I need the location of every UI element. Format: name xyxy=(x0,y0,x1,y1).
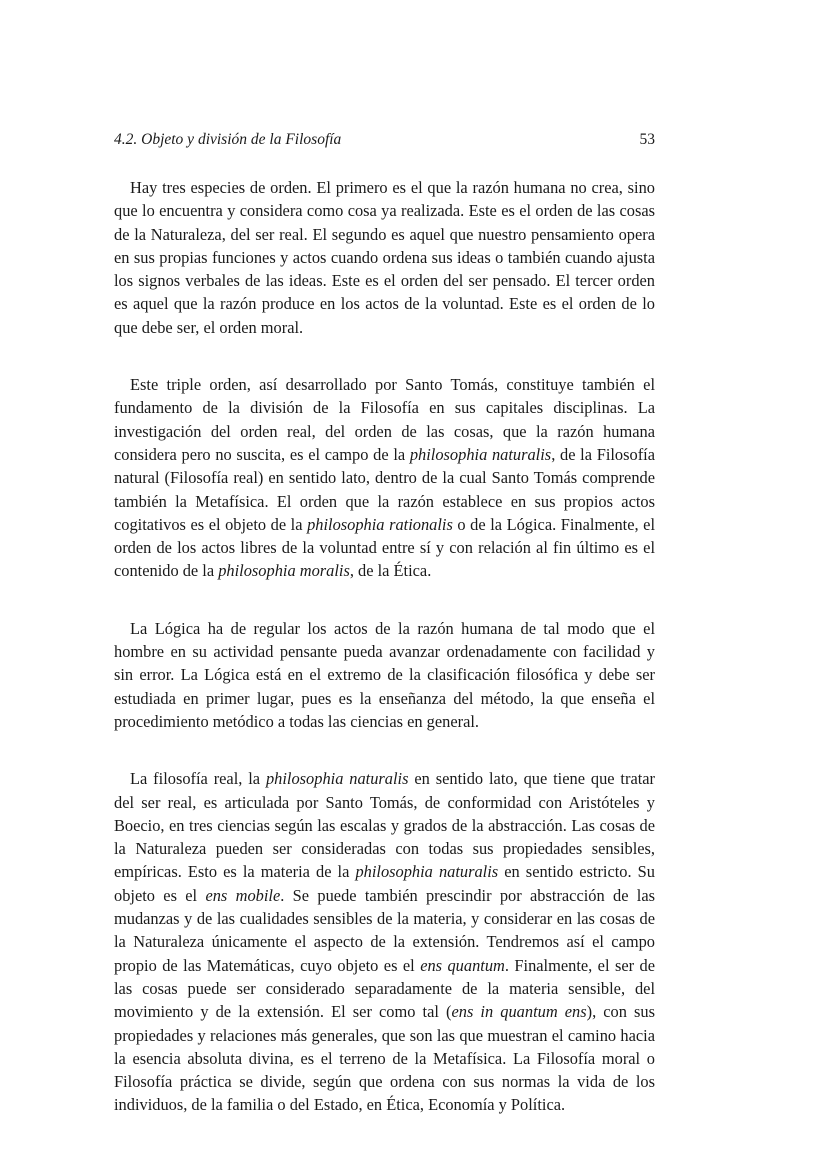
running-header xyxy=(114,130,655,150)
paragraph-text: en sentido lato, que tiene que tratar del ser real, es articulada por Santo Tomás, de conformidad con Aristóteles y Boecio, en tres ciencias según las escalas y grados de la abstracción. Las cosas de la Naturaleza pueden ser consideradas con todas sus propiedades sensibles, empíricas. Esto es la materia de la xyxy=(114,769,656,882)
paragraph-text: , de la Ética. xyxy=(349,561,432,581)
paragraph-text: en sentido estricto. Su objeto es el xyxy=(114,862,655,905)
paragraph-orders xyxy=(114,176,655,339)
latin-term: philosophia naturalis xyxy=(409,444,552,464)
paragraph-text: ), con sus propiedades y relaciones más generales, que son las que muestran el camino hacia la esencia absoluta divina, es el terreno de la Metafísica. La Filosofía moral o Filosofía práctica se divide, según que ordena con sus normas la vida de los individuos, de la familia o del Estado, en Ética, Economía y Política. xyxy=(114,1002,655,1115)
latin-term: philosophia moralis xyxy=(218,561,350,581)
paragraph-text: , de la Filosofía natural (Filosofía real) en sentido lato, dentro de la cual Santo Tomás comprende también la Metafísica. El orden que la razón establece en sus propios actos cogitativos es el objeto de la xyxy=(114,444,655,534)
paragraph-real-philosophy xyxy=(114,767,655,1116)
latin-term: ens quantum xyxy=(420,955,505,975)
paragraph-text: . Finalmente, el ser de las cosas puede ser considerado separadamente de la materia sensible, del movimiento y de la extensión. El ser como tal ( xyxy=(114,955,655,1022)
paragraph-text: Hay tres especies de orden. El primero es el que la razón humana no crea, sino que lo encuentra y considera como cosa ya realizada. Este es el orden de las cosas de la Naturaleza, del ser real. El segundo es aquel que nuestro pensamiento opera en sus propias funciones y actos cuando ordena sus ideas o también cuando ajusta los signos verbales de las ideas. Este es el orden del ser pensado. El tercer orden es aquel que la razón produce en los actos de la voluntad. Este es el orden de lo que debe ser, el orden moral. xyxy=(114,178,655,337)
paragraph-text: La filosofía real, la xyxy=(130,769,266,789)
page-number: 53 xyxy=(639,131,655,148)
book-page xyxy=(114,130,655,1151)
latin-term: ens mobile xyxy=(205,885,281,905)
latin-term: ens in quantum ens xyxy=(451,1002,587,1022)
paragraph-text: Este triple orden, así desarrollado por Santo Tomás, constituye también el fundamento de la división de la Filosofía en sus capitales disciplinas. La investigación del orden real, del orden de las cosas, que la razón humana considera pero no suscita, es el campo de la xyxy=(114,375,655,464)
paragraph-logic xyxy=(114,617,655,733)
paragraph-text: o de la Lógica. Finalmente, el orden de los actos libres de la voluntad entre sí y con relación al fin último es el contenido de la xyxy=(114,514,656,581)
latin-term: philosophia rationalis xyxy=(307,514,453,534)
latin-term: philosophia naturalis xyxy=(355,862,499,882)
latin-term: philosophia naturalis xyxy=(265,769,409,789)
paragraph-division xyxy=(114,373,655,583)
paragraph-text: La Lógica ha de regular los actos de la razón humana de tal modo que el hombre en su actividad pensante pueda avanzar ordenadamente con facilidad y sin error. La Lógica está en el extremo de la clasificación filosófica y debe ser estudiada en primer lugar, pues es la enseñanza del método, la que enseña el procedimiento metódico a todas las ciencias en general. xyxy=(114,618,655,731)
paragraph-text: . Se puede también prescindir por abstracción de las mudanzas y de las cualidades sensibles de la materia, y considerar en las cosas de la Naturaleza únicamente el aspecto de la extensión. Tendremos así el campo propio de las Matemáticas, cuyo objeto es el xyxy=(114,885,656,975)
section-title: 4.2. Objeto y división de la Filosofía xyxy=(114,131,342,148)
